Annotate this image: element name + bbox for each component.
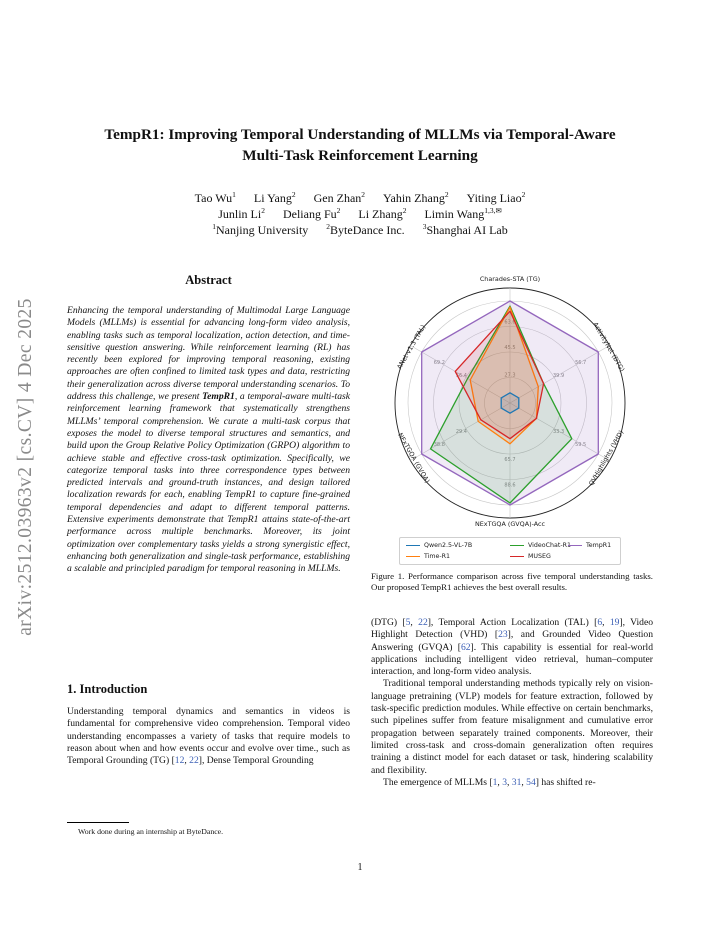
author-name: Deliang Fu$^2$: [282, 206, 341, 221]
legend-entry: [510, 542, 571, 549]
ring-value-label: 88.6: [504, 482, 516, 489]
citation-link[interactable]: 12: [174, 755, 185, 767]
author-name: Yahin Zhang$^2$: [383, 190, 449, 205]
text-run: ], Video Highlight Detection (VHD) [: [371, 617, 654, 641]
citation-link[interactable]: 31: [511, 776, 522, 788]
axis-label: NExTGQA (GVQA)-Acc: [474, 520, 546, 528]
footnote: Work done during an internship at ByteDance.: [78, 827, 224, 836]
legend-swatch: [406, 545, 420, 546]
legend-label: MUSEG: [528, 553, 551, 560]
ring-value-label: 69.2: [433, 360, 445, 367]
author-name: Gen Zhan$^2$: [313, 190, 366, 205]
author-row-1: [60, 190, 660, 206]
legend-label: TempR1: [586, 542, 612, 549]
series-qwen2-5-vl-7b: [501, 393, 519, 413]
ring-value-label: 33.3: [553, 429, 565, 436]
affiliation: $^3$Shanghai AI Lab: [422, 222, 508, 237]
text-run: ], Temporal Action Localization (TAL) [: [427, 617, 598, 628]
citation-link[interactable]: 62: [460, 641, 471, 653]
abstract-method-name: TempR1: [202, 391, 235, 403]
ring-value-label: 63.6: [504, 319, 516, 326]
affiliation-mark: 2: [261, 206, 265, 215]
arxiv-watermark: [8, 262, 44, 672]
title-line-2: Multi-Task Reinforcement Learning: [242, 147, 478, 164]
page-number: 1: [357, 862, 363, 873]
intro-heading: 1. Introduction: [67, 682, 148, 696]
legend-entry: [406, 553, 450, 560]
radar-chart: [376, 272, 652, 534]
citation-link[interactable]: 3: [502, 776, 507, 788]
intro-sep: ,: [184, 755, 190, 767]
author-name: Li Yang$^2$: [253, 190, 296, 205]
citation-link[interactable]: 23: [498, 629, 508, 641]
legend-label: Time-R1: [424, 553, 451, 560]
axis-label: Charades-STA (TG): [479, 275, 541, 283]
affiliation-mark: 2: [521, 190, 526, 199]
ring-value-label: 29.4: [455, 429, 467, 436]
text-run: ] has shifted re-: [535, 776, 596, 788]
ring-value-label: 39.9: [553, 372, 565, 379]
abstract-heading: Abstract: [185, 273, 232, 287]
affiliation-mark: 1: [232, 190, 236, 199]
right-column-text: [371, 617, 653, 789]
citation-link[interactable]: 54: [526, 776, 536, 788]
text-run: ,: [602, 617, 610, 628]
affiliation: $^1$Nanjing University: [212, 222, 309, 237]
text-run: The emergence of MLLMs [: [383, 776, 493, 788]
intro-text: Understanding temporal dynamics and semantics in videos is fundamental for comprehensive video comprehension. Temporal video understanding encompasses a variety of tasks that require models to reason about when and how events occur and evolve over time., such as Temporal Grounding (TG) [: [67, 706, 350, 767]
figure-caption: Figure 1. Performance comparison across five temporal understanding tasks. Our proposed TempR1 achieves the best overall results.: [371, 571, 653, 593]
legend-label: VideoChat-R1: [528, 542, 572, 549]
title-line-1: TempR1: Improving Temporal Understanding of MLLMs via Temporal-Aware: [104, 126, 616, 143]
text-run: (DTG) [: [371, 617, 406, 628]
author-row-2: [60, 206, 660, 222]
legend-swatch: [510, 556, 524, 557]
legend-label: Qwen2.5-VL-7B: [424, 542, 473, 549]
axis-label: QVHighlights (VHD): [587, 428, 626, 488]
ring-value-label: 65.7: [504, 457, 516, 464]
paper-title: [60, 124, 660, 166]
text-run: ,: [497, 776, 503, 788]
arxiv-id: arXiv:2512.03963v2 [cs.CV] 4 Dec 2025: [15, 298, 36, 636]
citation-link[interactable]: 5: [405, 617, 411, 628]
text-run: ,: [521, 776, 527, 788]
citation-link[interactable]: 22: [189, 755, 199, 767]
text-run: ,: [410, 617, 419, 628]
affiliation-mark: 2: [336, 206, 341, 215]
affiliation-mark: 2: [291, 190, 296, 199]
abstract-body: [67, 305, 350, 576]
footnote-rule: [67, 822, 129, 823]
axis-label: ANet-v1.3 (TAL): [395, 323, 428, 371]
affiliation-mark: 1,3,✉: [484, 206, 502, 215]
paragraph-mllms: [371, 777, 653, 789]
intro-text-end: ], Dense Temporal Grounding: [198, 755, 314, 767]
text-run: ,: [506, 776, 512, 788]
ring-value-label: 56.7: [575, 360, 587, 367]
ring-value-label: 27.3: [504, 372, 516, 379]
legend-swatch: [406, 556, 420, 557]
abstract-text-1: Enhancing the temporal understanding of Multimodal Large Language Models (MLLMs) is essential for advancing long-form video analysis, enabling tasks such as temporal localization, action detection, and time-sensitive question answering. While reinforcement learning (RL) has recently been explored for improving temporal reasoning, existing approaches are often confined to limited task types and data, restricting their generalization across diverse temporal understanding scenarios. To address this challenge, we present: [67, 305, 350, 403]
paragraph-traditional: Traditional temporal understanding methods typically rely on vision-language pretraining (VLP) models for feature extraction, followed by task-specific prediction modules. While effective on certain benchmarks, such pipelines suffer from feature misalignment and cumulative error propagation between separately trained components. Moreover, their limited cross-task and cross-domain generalization often requires training a distinct model for each dataset or task, hindering scalability and flexibility.: [371, 678, 653, 776]
text-run: ]. This capability is essential for real-world applications including intelligent video retrieval, human–computer interaction, and long-form video analysis.: [371, 641, 653, 678]
chart-legend: [399, 537, 621, 565]
author-name: Li Zhang$^2$: [358, 206, 407, 221]
paragraph-tasks: [371, 617, 653, 678]
legend-swatch: [510, 545, 524, 546]
intro-body: [67, 706, 350, 767]
author-name: Limin Wang$^{1,3,✉}$: [424, 206, 502, 221]
citation-link[interactable]: 22: [418, 617, 428, 628]
abstract-text-2: , a temporal-aware multi-task reinforcement learning framework that systematically strengthens MLLMs’ temporal comprehension. We curate a multi-task corpus that exposes the model to diverse temporal structures and semantics, and build upon the Group Relative Policy Optimization (GRPO) algorithm to achieve stable and effective cross-task optimization. Specifically, we categorize temporal tasks into three correspondence types between predicted intervals and ground-truth instances, and design tailored localization rewards for each, enabling TempR1 to capture fine-grained temporal dependencies and adapt to different temporal patterns. Extensive experiments demonstrate that TempR1 attains state-of-the-art performance across multiple benchmarks. Moreover, its joint optimization over complementary tasks yields a strong synergistic effect, enhancing both generalization and single-task performance, establishing a scalable and principled paradigm for temporal reasoning in MLLMs.: [67, 391, 350, 575]
author-name: Yiting Liao$^2$: [466, 190, 526, 205]
axis-label: ActivityNet (DTG): [591, 320, 627, 374]
ring-value-label: 56.4: [455, 372, 467, 379]
ring-value-label: 45.5: [504, 344, 516, 351]
legend-entry: [510, 553, 551, 560]
legend-entry: [406, 542, 472, 549]
affiliation: $^2$ByteDance Inc.: [326, 222, 405, 237]
legend-swatch: [568, 545, 582, 546]
author-name: Tao Wu$^1$: [194, 190, 236, 205]
ring-value-label: 59.5: [575, 441, 587, 448]
affiliation-mark: 2: [444, 190, 449, 199]
author-block: [60, 190, 660, 238]
affiliation-mark: 2: [402, 206, 407, 215]
citation-link[interactable]: 1: [492, 776, 498, 788]
affiliation-mark: 2: [361, 190, 366, 199]
text-run: ], and Grounded Video Question Answering (GVQA) [: [371, 629, 653, 653]
affiliation-row: [60, 222, 660, 238]
author-name: Junlin Li$^2$: [218, 206, 265, 221]
citation-link[interactable]: 6: [597, 617, 603, 628]
axis-label: NExTGQA (GVQA): [396, 431, 432, 485]
legend-entry: [568, 542, 611, 549]
citation-link[interactable]: 19: [609, 617, 620, 628]
ring-value-label: 38.8: [433, 441, 445, 448]
